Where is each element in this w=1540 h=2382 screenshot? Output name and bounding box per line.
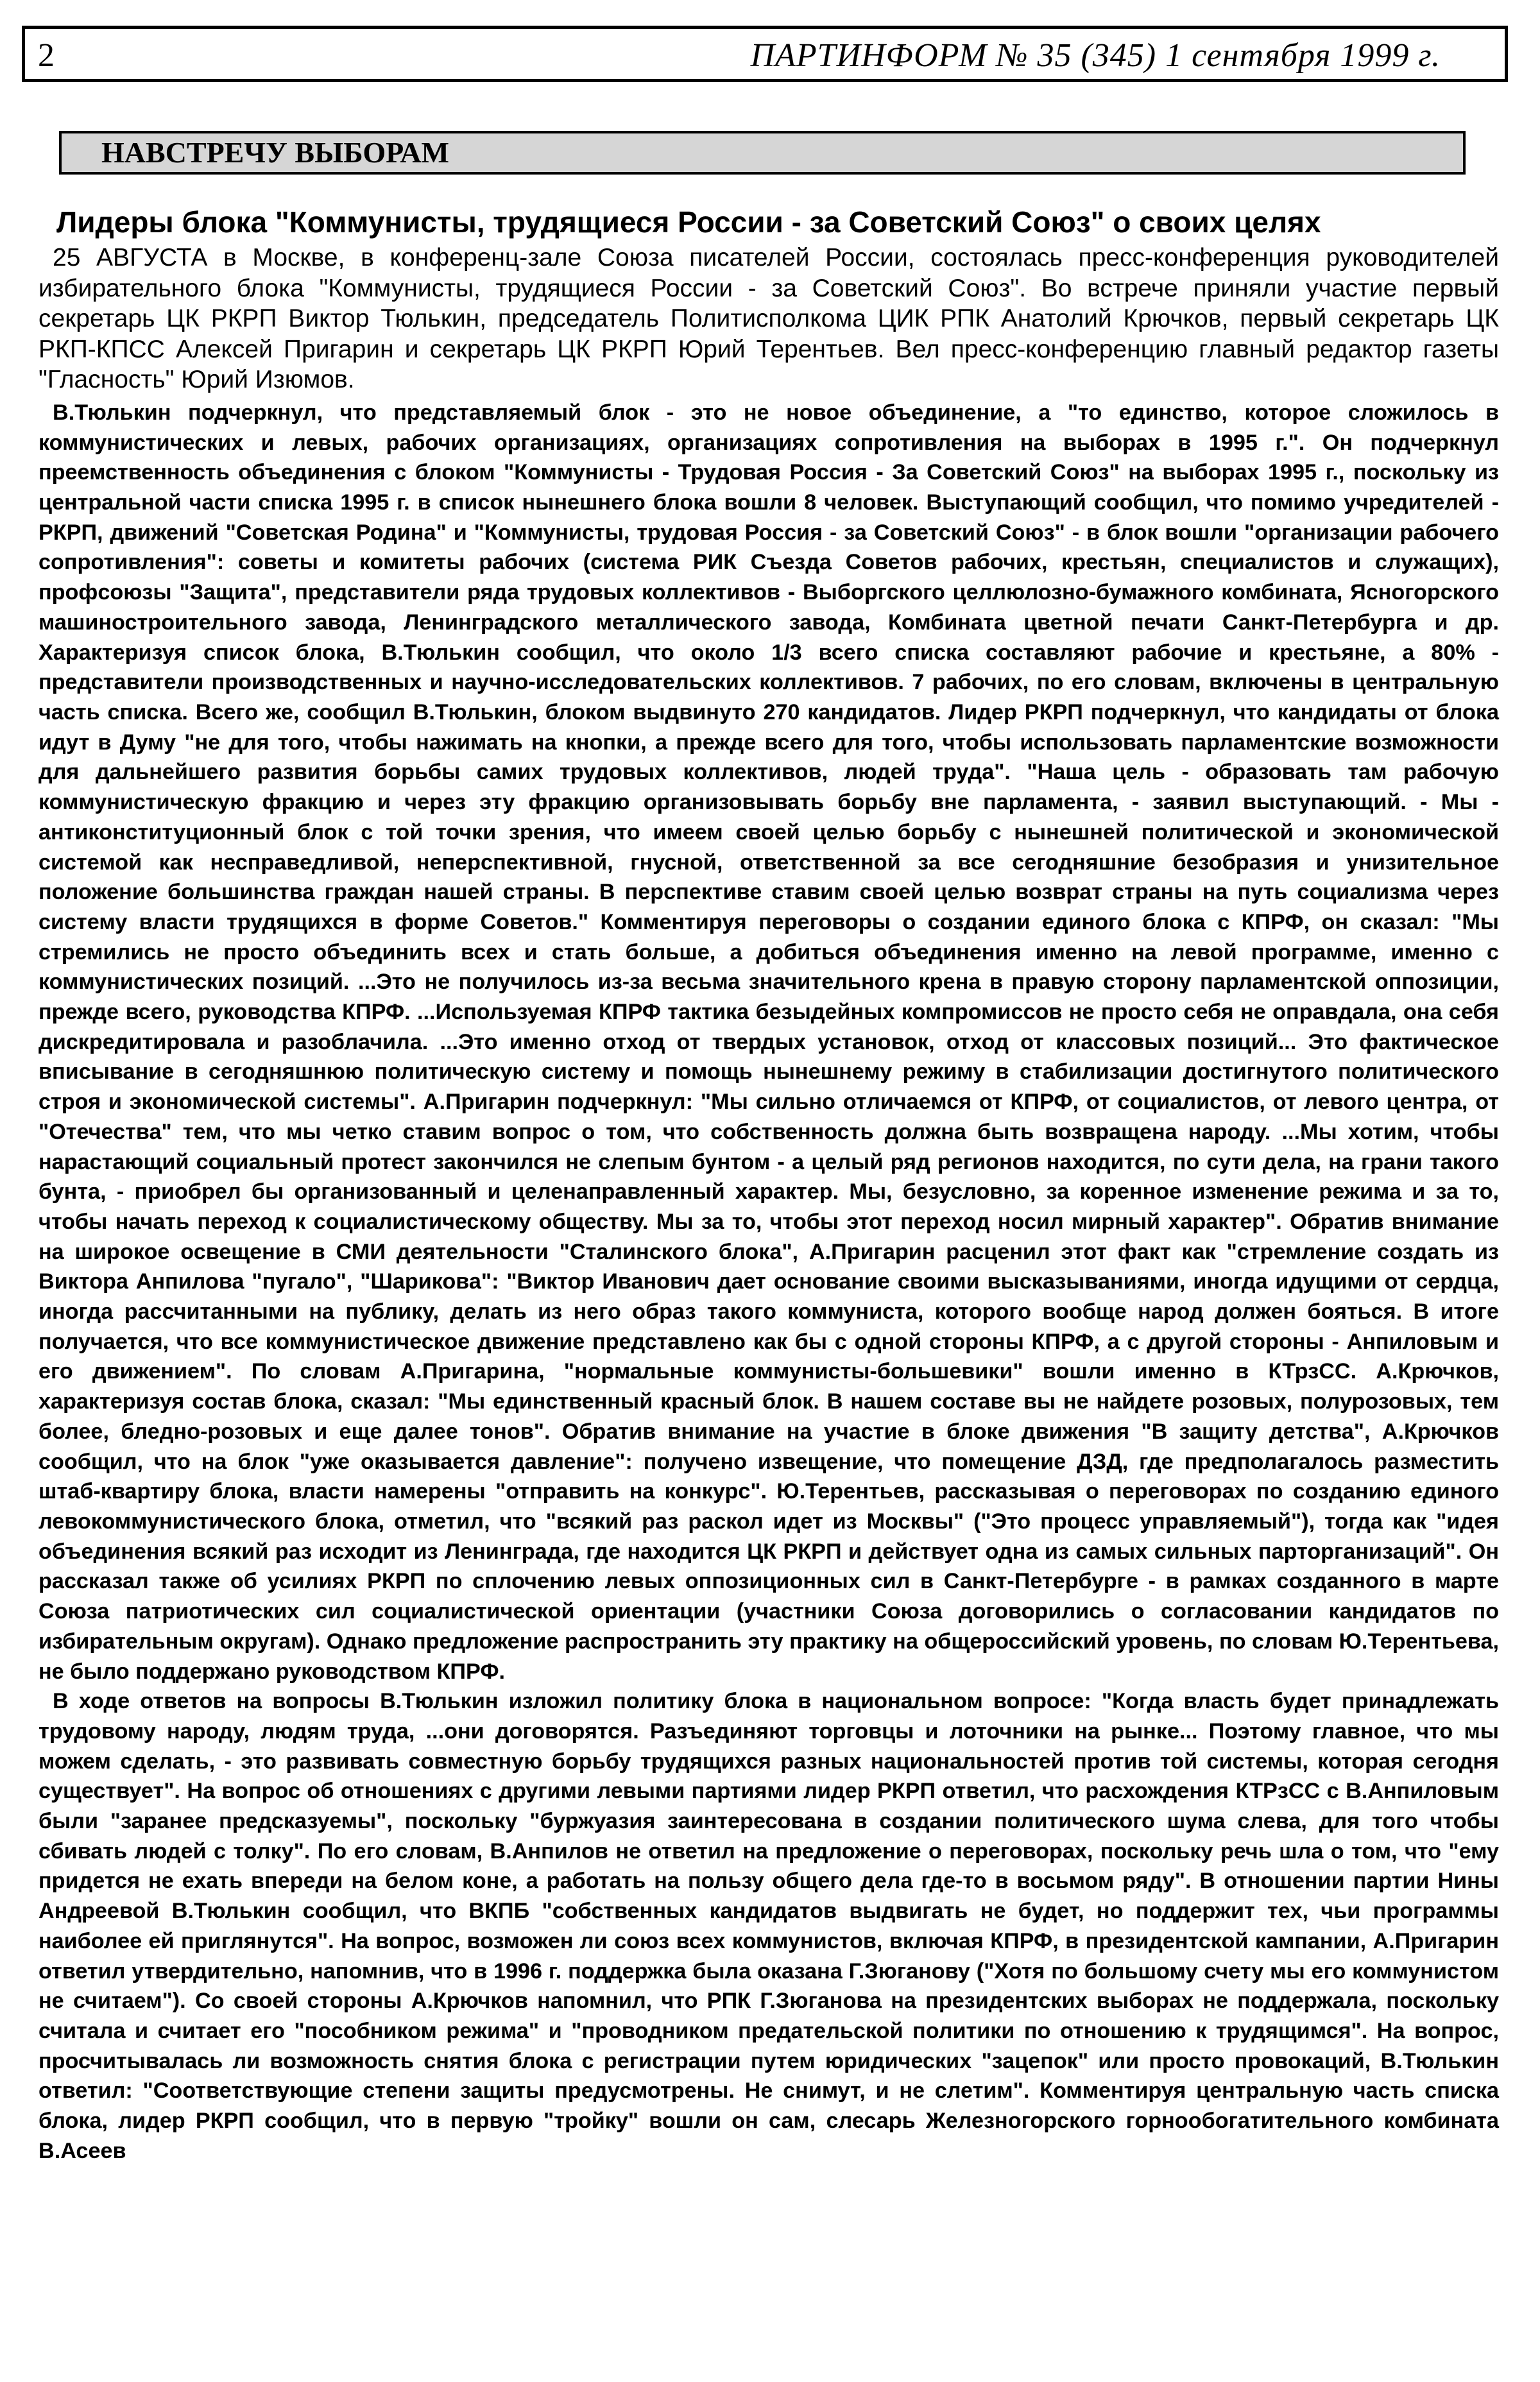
page-header	[22, 26, 1508, 82]
article	[38, 203, 1499, 2166]
article-headline: Лидеры блока "Коммунисты, трудящиеся России - за Советский Союз" о своих целях	[56, 205, 1321, 239]
page-number: 2	[38, 37, 55, 74]
article-paragraph-1: В.Тюлькин подчеркнул, что представляемый блок - это не новое объединение, а "то единство, которое сложилось в коммунистических и левых, рабочих организациях, организациях сопротивления на выборах в 1995 г.". Он подчеркнул преемственность объединения с блоком "Коммунисты - Трудовая Россия - За Советский Союз" на выборах 1995 г., поскольку из центральной части списка 1995 г. в список нынешнего блока вошли 8 человек. Выступающий сообщил, что помимо учредителей - РКРП, движений "Советская Родина" и "Коммунисты, трудовая Россия - за Советский Союз" - в блок вошли "организации рабочего сопротивления": советы и комитеты рабочих (система РИК Съезда Советов рабочих, крестьян, специалистов и служащих), профсоюзы "Защита", представители ряда трудовых коллективов - Выборгского целлюлозно-бумажного комбината, Ясногорского машиностроительного завода, Ленинградского металлического завода, Комбината цветной печати Санкт-Петербурга и др. Характеризуя список блока, В.Тюлькин сообщил, что около 1/3 всего списка составляют рабочие и крестьяне, а 80% - представители производственных и научно-исследовательских коллективов. 7 рабочих, по его словам, включены в центральную часть списка. Всего же, сообщил В.Тюлькин, блоком выдвинуто 270 кандидатов. Лидер РКРП подчеркнул, что кандидаты от блока идут в Думу "не для того, чтобы нажимать на кнопки, а прежде всего для того, чтобы использовать парламентские возможности для дальнейшего развития борьбы самих трудовых коллективов, людей труда". "Наша цель - образовать там рабочую коммунистическую фракцию и через эту фракцию организовывать борьбу вне парламента, - заявил выступающий. - Мы - антиконституционный блок с той точки зрения, что имеем своей целью борьбу с нынешней политической и экономической системой как несправедливой, неперспективной, гнусной, ответственной за все сегодняшние безобразия и унизительное положение большинства граждан нашей страны. В перспективе ставим своей целью возврат страны на путь социализма через систему власти трудящихся в форме Советов." Комментируя переговоры о создании единого блока с КПРФ, он сказал: "Мы стремились не просто объединить всех и стать больше, а добиться объединения именно на левой программе, именно с коммунистических позиций. ...Это не получилось из-за весьма значительного крена в правую сторону парламентской оппозиции, прежде всего, руководства КПРФ. ...Используемая КПРФ тактика безыдейных компромиссов не просто себя не оправдала, она себя дискредитировала и разоблачила. ...Это именно отход от твердых установок, отход от классовых позиций... Это фактическое вписывание в сегодняшнюю политическую систему и помощь нынешнему режиму в стабилизации достигнутого политического строя и экономической системы". А.Пригарин подчеркнул: "Мы сильно отличаемся от КПРФ, от социалистов, от левого центра, от "Отечества" тем, что мы четко ставим вопрос о том, что собственность должна быть возвращена народу. ...Мы хотим, чтобы нарастающий социальный протест закончился не слепым бунтом - а целый ряд регионов находится, по сути дела, на грани такого бунта, - приобрел бы организованный и целенаправленный характер. Мы, безусловно, за коренное изменение режима и за то, чтобы начать переход к социалистическому обществу. Мы за то, чтобы этот переход носил мирный характер". Обратив внимание на широкое освещение в СМИ деятельности "Сталинского блока", А.Пригарин расценил этот факт как "стремление создать из Виктора Анпилова "пугало", "Шарикова": "Виктор Иванович дает основание своими высказываниями, иногда идущими от сердца, иногда рассчитанными на публику, делать из него образ такого коммуниста, которого вообще народ должен бояться. В итоге получается, что все коммунистическое движение представлено как бы с одной стороны КПРФ, а с другой стороны - Анпиловым и его движением". По словам А.Пригарина, "нормальные коммунисты-большевики" вошли именно в КТрзСС. А.Крючков, характеризуя состав блока, сказал: "Мы единственный красный блок. В нашем составе вы не найдете розовых, полурозовых, тем более, бледно-розовых и еще далее тонов". Обратив внимание на участие в блоке движения "В защиту детства", А.Крючков сообщил, что на блок "уже оказывается давление": получено извещение, что помещение ДЗД, где предполагалось разместить штаб-квартиру блока, власти намерены "отправить на конкурс". Ю.Терентьев, рассказывая о переговорах по созданию единого левокоммунистического блока, отметил, что "всякий раз раскол идет из Москвы" ("Это процесс управляемый"), тогда как "идея объединения всякий раз исходит из Ленинграда, где находится ЦК РКРП и действует одна из самых сильных парторганизаций". Он рассказал также об усилиях РКРП по сплочению левых оппозиционных сил в Санкт-Петербурге - в рамках созданного в марте Союза патриотических сил социалистической ориентации (участники Союза договорились о согласовании кандидатов по избирательным округам). Однако предложение распространить эту практику на общероссийский уровень, по словам Ю.Терентьева, не было поддержано руководством КПРФ.	[38, 400, 1499, 1684]
article-paragraph-2: В ходе ответов на вопросы В.Тюлькин изложил политику блока в национальном вопросе: "Когда власть будет принадлежать трудовому народу, людям труда, ...они договорятся. Разъединяют торговцы и лоточники на рынке... Поэтому главное, что мы можем сделать, - это развивать совместную борьбу трудящихся разных национальностей против той системы, которая сегодня существует". На вопрос об отношениях с другими левыми партиями лидер РКРП ответил, что расхождения КТРзСС с В.Анпиловым были "заранее предсказуемы", поскольку "буржуазия заинтересована в создании политического шума слева, для того чтобы сбивать людей с толку". По его словам, В.Анпилов не ответил на предложение о переговорах, поскольку речь шла о том, что "ему придется не ехать впереди на белом коне, а работать на пользу общего дела где-то в восьмом ряду". В отношении партии Нины Андреевой В.Тюлькин сообщил, что ВКПБ "собственных кандидатов выдвигать не будет, но поддержит тех, чьи программы наиболее ей приглянутся". На вопрос, возможен ли союз всех коммунистов, включая КПРФ, в президентской кампании, А.Пригарин ответил утвердительно, напомнив, что в 1996 г. поддержка была оказана Г.Зюганову ("Хотя по большому счету мы его коммунистом не считаем"). Со своей стороны А.Крючков напомнил, что РПК Г.Зюганова на президентских выборах не поддержала, поскольку считала и считает его "пособником режима" и "проводником предательской политики по отношению к трудящимся". На вопрос, просчитывалась ли возможность снятия блока с регистрации путем юридических "зацепок" или просто провокаций, В.Тюлькин ответил: "Соответствующие степени защиты предусмотрены. Не снимут, и не слетим". Комментируя центральную часть списка блока, лидер РКРП сообщил, что в первую "тройку" вошли он сам, слесарь Железногорского горнообогатительного комбината В.Асеев	[38, 1689, 1499, 2163]
section-rubric: НАВСТРЕЧУ ВЫБОРАМ	[59, 131, 1466, 175]
issue-line: ПАРТИНФОРМ № 35 (345) 1 сентября 1999 г.	[750, 37, 1441, 74]
article-lead: 25 АВГУСТА в Москве, в конференц-зале Союза писателей России, состоялась пресс-конференция руководителей избирательного блока "Коммунисты, трудящиеся России - за Советский Союз". Во встрече приняли участие первый секретарь ЦК РКРП Виктор Тюлькин, председатель Политисполкома ЦИК РПК Анатолий Крючков, первый секретарь ЦК РКП-КПСС Алексей Пригарин и секретарь ЦК РКРП Юрий Терентьев. Вел пресс-конференцию главный редактор газеты "Гласность" Юрий Изюмов.	[38, 244, 1499, 394]
